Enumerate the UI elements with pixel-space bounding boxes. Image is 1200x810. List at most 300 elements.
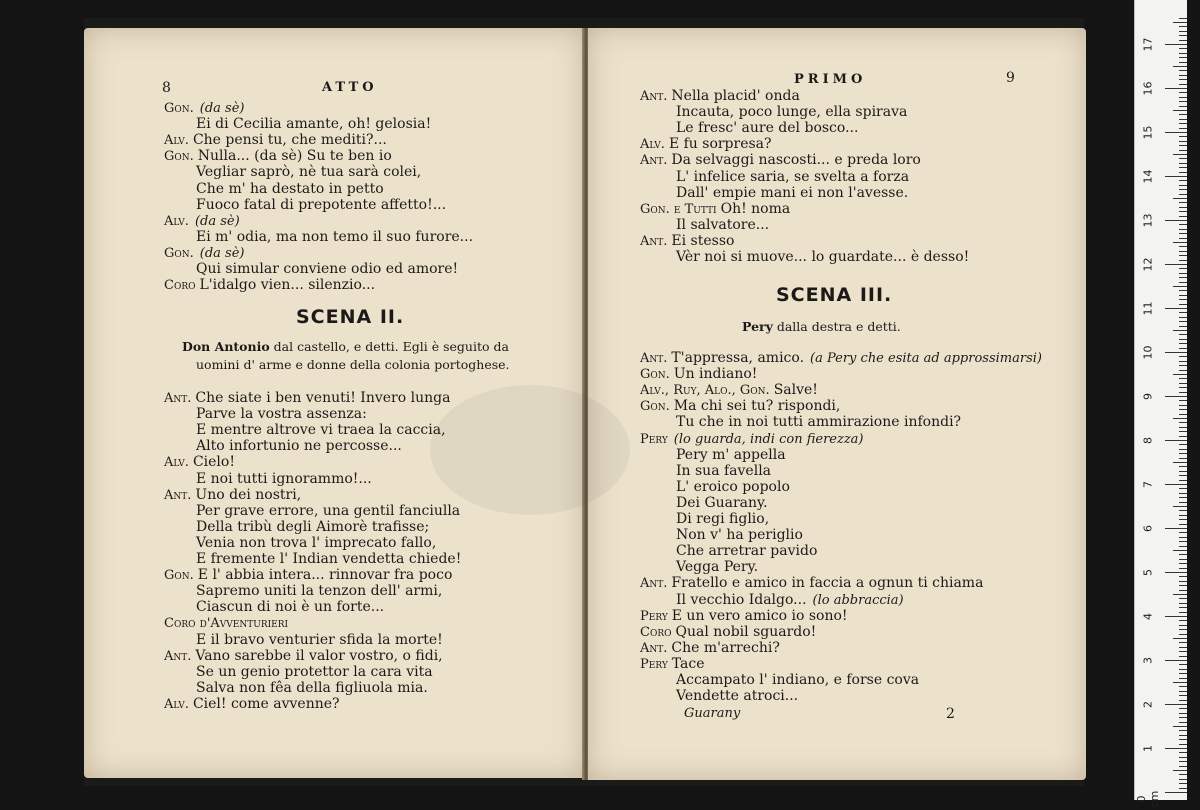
ruler-tick xyxy=(1179,326,1187,327)
ruler-label: 1 xyxy=(1141,745,1155,752)
verse-line xyxy=(640,624,816,641)
ruler-tick xyxy=(1165,440,1187,441)
verse-text: E fremente l' Indian vendetta chiede! xyxy=(196,551,462,567)
verse-line xyxy=(164,471,372,487)
ruler-tick xyxy=(1179,691,1187,692)
ruler-label: 13 xyxy=(1141,213,1155,228)
speaker-name: Gon. xyxy=(164,245,194,261)
ruler-label: 8 xyxy=(1141,437,1155,444)
speaker-name: Alv. xyxy=(640,137,665,153)
verse-text: E mentre altrove vi traea la caccia, xyxy=(196,422,446,439)
verse-text: Parve la vostra assenza: xyxy=(196,406,367,423)
verse-line xyxy=(164,503,460,519)
ruler-tick xyxy=(1179,779,1187,780)
speaker-name: Ant. xyxy=(640,89,668,104)
verse-line xyxy=(164,438,402,454)
ruler-tick xyxy=(1179,497,1187,498)
ruler-tick xyxy=(1179,150,1187,151)
ruler-tick xyxy=(1179,581,1187,582)
stage-character-name: Pery xyxy=(742,319,773,334)
verse-line xyxy=(164,696,340,713)
ruler-tick xyxy=(1179,31,1187,32)
verse-text: Il vecchio Idalgo... xyxy=(676,591,807,608)
ruler-tick xyxy=(1179,695,1187,696)
ruler-tick xyxy=(1179,339,1187,340)
ruler-tick xyxy=(1179,273,1187,274)
ruler-tick xyxy=(1179,224,1187,225)
ruler-tick xyxy=(1179,158,1187,159)
verse-line xyxy=(164,213,240,230)
ruler-tick xyxy=(1179,216,1187,217)
ruler-tick xyxy=(1179,713,1187,714)
ruler-tick xyxy=(1179,431,1187,432)
ruler-tick xyxy=(1179,229,1187,230)
verse-line xyxy=(640,527,803,543)
verse-text: Oh! noma xyxy=(720,200,791,217)
ruler-tick xyxy=(1179,532,1187,533)
ruler-tick xyxy=(1179,70,1187,71)
ruler-tick xyxy=(1179,75,1187,76)
verse-text: Da selvaggi nascosti... e preda loro xyxy=(671,152,921,169)
ruler-tick xyxy=(1179,739,1187,740)
verse-line xyxy=(640,152,921,169)
ruler-label: 14 xyxy=(1141,169,1155,184)
ruler-tick xyxy=(1179,449,1187,450)
ruler-tick xyxy=(1179,427,1187,428)
ruler-tick xyxy=(1179,656,1187,657)
ruler-tick xyxy=(1179,554,1187,555)
ruler-tick xyxy=(1179,321,1187,322)
speaker-name: Alv. xyxy=(164,455,189,471)
verse-line xyxy=(164,116,431,132)
verse-text: Ma chi sei tu? rispondi, xyxy=(673,398,841,415)
ruler-tick xyxy=(1179,26,1187,27)
verse-line xyxy=(640,233,734,250)
verse-text: E un vero amico io sono! xyxy=(671,607,848,624)
ruler-tick xyxy=(1179,766,1187,767)
ruler-tick xyxy=(1179,365,1187,366)
verse-text: Che arretrar pavido xyxy=(676,543,818,560)
ruler-tick xyxy=(1179,172,1187,173)
verse-line xyxy=(640,350,1042,367)
verse-line xyxy=(164,535,436,551)
verse-line xyxy=(640,431,864,448)
verse-text: Tu che in noi tutti ammirazione infondi? xyxy=(676,414,962,431)
verse-line xyxy=(164,277,375,294)
ruler-tick xyxy=(1179,678,1187,679)
ruler-label: 3 xyxy=(1141,657,1155,664)
ruler-tick xyxy=(1173,154,1187,155)
ruler-tick xyxy=(1179,145,1187,146)
ruler-tick xyxy=(1179,752,1187,753)
ruler-tick xyxy=(1165,484,1187,485)
ruler-tick xyxy=(1179,783,1187,784)
ruler-tick xyxy=(1173,110,1187,111)
verse-text: Un indiano! xyxy=(673,366,758,383)
ruler-tick xyxy=(1179,405,1187,406)
ruler-label: 6 xyxy=(1141,525,1155,532)
ruler-tick xyxy=(1165,660,1187,661)
verse-text: Nella placid' onda xyxy=(671,88,800,104)
verse-line xyxy=(640,414,961,430)
ruler-label: 2 xyxy=(1141,701,1155,708)
ruler-tick xyxy=(1179,238,1187,239)
ruler-tick xyxy=(1179,343,1187,344)
ruler-tick xyxy=(1179,585,1187,586)
ruler-tick xyxy=(1179,634,1187,635)
ruler-tick xyxy=(1179,422,1187,423)
verse-text: Salva non fêa della figliuola mia. xyxy=(196,679,428,696)
ruler-tick xyxy=(1179,92,1187,93)
verse-text: L' infelice saria, se svelta a forza xyxy=(676,168,910,185)
ruler-tick xyxy=(1179,559,1187,560)
ruler-tick xyxy=(1179,519,1187,520)
ruler-tick xyxy=(1179,409,1187,410)
ruler-tick xyxy=(1173,374,1187,375)
ruler-tick xyxy=(1173,594,1187,595)
verse-line xyxy=(164,229,473,245)
ruler-tick xyxy=(1173,770,1187,771)
ruler-tick xyxy=(1179,598,1187,599)
ruler-tick xyxy=(1179,788,1187,789)
verse-line xyxy=(164,406,367,422)
verse-text: Ciel! come avvenne? xyxy=(192,695,340,712)
verse-line xyxy=(640,382,818,399)
speaker-name: Ant. xyxy=(640,576,668,592)
ruler-tick xyxy=(1179,546,1187,547)
speaker-name: Gon. xyxy=(640,367,670,383)
verse-text: E il bravo venturier sfida la morte! xyxy=(196,631,443,648)
verse-text: Ei m' odia, ma non temo il suo furore... xyxy=(196,228,474,245)
ruler-tick xyxy=(1179,475,1187,476)
ruler-tick xyxy=(1173,330,1187,331)
verse-line xyxy=(640,398,840,415)
ruler-tick xyxy=(1179,453,1187,454)
ruler-tick xyxy=(1179,576,1187,577)
page-number-left: 8 xyxy=(162,80,171,96)
verse-text: Se un genio protettor la cara vita xyxy=(196,663,433,680)
verse-line xyxy=(640,656,705,673)
verse-line xyxy=(164,648,443,665)
ruler-tick xyxy=(1173,550,1187,551)
ruler-tick xyxy=(1179,642,1187,643)
verse-line xyxy=(640,479,790,495)
verse-text: Pery m' appella xyxy=(676,446,786,463)
verse-text: T'appressa, amico. xyxy=(671,350,805,366)
ruler-tick xyxy=(1179,163,1187,164)
running-header-left: ATTO xyxy=(322,80,378,95)
ruler-tick xyxy=(1179,730,1187,731)
verse-text: Ciascun di noi è un forte... xyxy=(196,599,385,616)
verse-line xyxy=(164,181,384,197)
ruler-tick xyxy=(1179,53,1187,54)
speaker-name: Pery xyxy=(640,431,668,447)
verse-line xyxy=(640,201,790,218)
stage-aside: (da sè) xyxy=(199,101,245,116)
ruler-tick xyxy=(1179,180,1187,181)
ruler-tick xyxy=(1179,304,1187,305)
verse-line xyxy=(640,688,798,704)
verse-line xyxy=(164,454,235,471)
verse-line xyxy=(640,366,757,383)
ruler-label: 9 xyxy=(1141,393,1155,400)
ruler-tick xyxy=(1179,383,1187,384)
verse-text: E l' abbia intera... rinnovar fra poco xyxy=(197,567,453,584)
ruler-tick xyxy=(1179,119,1187,120)
stage-character-name: Don Antonio xyxy=(182,339,270,354)
speaker-name: Gon. xyxy=(640,399,670,415)
ruler-tick xyxy=(1179,260,1187,261)
ruler-tick xyxy=(1179,136,1187,137)
verse-text: Tace xyxy=(671,655,705,672)
ruler-tick xyxy=(1173,198,1187,199)
verse-line xyxy=(640,249,969,265)
ruler-tick xyxy=(1179,202,1187,203)
ruler-tick xyxy=(1179,141,1187,142)
ruler-label: 11 xyxy=(1141,301,1155,316)
ruler-tick xyxy=(1165,264,1187,265)
ruler-tick xyxy=(1165,396,1187,397)
verse-line xyxy=(640,185,908,201)
verse-text: Ei di Cecilia amante, oh! gelosia! xyxy=(196,116,432,133)
ruler-tick xyxy=(1179,466,1187,467)
speaker-name: Ant. xyxy=(164,391,192,406)
speaker-name: Ant. xyxy=(640,351,668,366)
verse-line xyxy=(640,592,904,609)
verse-text: Alto infortunio ne percosse... xyxy=(196,438,402,455)
verse-text: Uno dei nostri, xyxy=(195,486,302,503)
verse-line xyxy=(640,559,758,575)
verse-line xyxy=(164,599,384,615)
verse-line xyxy=(640,88,800,105)
ruler-tick xyxy=(1165,528,1187,529)
ruler-label: 17 xyxy=(1141,37,1155,52)
ruler-tick xyxy=(1173,506,1187,507)
ruler-tick xyxy=(1179,84,1187,85)
verse-line xyxy=(164,245,245,262)
ruler-tick xyxy=(1179,361,1187,362)
ruler-tick xyxy=(1179,625,1187,626)
stage-direction-right xyxy=(742,318,901,336)
ruler-tick xyxy=(1165,748,1187,749)
ruler-tick xyxy=(1179,744,1187,745)
verse-line xyxy=(164,664,433,680)
verse-text: Venia non trova l' imprecato fallo, xyxy=(196,534,437,551)
ruler-tick xyxy=(1179,356,1187,357)
verse-text: L'idalgo vien... silenzio... xyxy=(199,277,376,294)
right-page xyxy=(588,28,1086,780)
scena-title-left: SCENA II. xyxy=(296,306,405,328)
verse-text: Accampato l' indiano, e forse cova xyxy=(676,672,920,688)
verse-text: Fuoco fatal di prepotente affetto!... xyxy=(196,196,447,213)
ruler-tick xyxy=(1173,462,1187,463)
ruler-tick xyxy=(1179,541,1187,542)
ruler-tick xyxy=(1173,286,1187,287)
verse-text: Che m' ha destato in petto xyxy=(196,180,384,197)
ruler-tick xyxy=(1165,792,1187,793)
verse-line xyxy=(640,104,907,120)
ruler-tick xyxy=(1179,334,1187,335)
speaker-name: Ant. xyxy=(640,640,668,656)
speaker-name: Ant. xyxy=(164,648,192,664)
ruler-tick xyxy=(1179,568,1187,569)
ruler-tick xyxy=(1173,726,1187,727)
verse-line xyxy=(640,672,919,688)
stage-direction-left-line2: uomini d' arme e donne della colonia portoghese. xyxy=(196,357,510,372)
verse-line xyxy=(164,422,446,438)
ruler-tick xyxy=(1179,607,1187,608)
ruler-tick xyxy=(1179,510,1187,511)
ruler-tick xyxy=(1179,502,1187,503)
speaker-name: Alv., Ruy, Alo., Gon. xyxy=(640,383,770,399)
ruler-tick xyxy=(1179,299,1187,300)
ruler-tick xyxy=(1179,251,1187,252)
stage-aside: (da sè) xyxy=(199,245,245,261)
ruler-tick xyxy=(1179,106,1187,107)
ruler-tick xyxy=(1173,66,1187,67)
verse-text: Che siate i ben venuti! Invero lunga xyxy=(195,390,451,406)
ruler-tick xyxy=(1179,717,1187,718)
verse-text: Della tribù degli Aimorè trafisse; xyxy=(196,518,430,535)
ruler-tick xyxy=(1179,524,1187,525)
verse-line xyxy=(164,390,450,407)
ruler-tick xyxy=(1173,418,1187,419)
ruler-tick xyxy=(1179,255,1187,256)
ruler-tick xyxy=(1165,308,1187,309)
verse-text: Sapremo uniti la tenzon dell' armi, xyxy=(196,583,443,600)
speaker-name: Coro xyxy=(164,278,196,294)
ruler-tick xyxy=(1179,185,1187,186)
ruler-tick xyxy=(1179,387,1187,388)
ruler-tick xyxy=(1179,722,1187,723)
verse-text: Che pensi tu, che mediti?... xyxy=(192,132,387,149)
stage-direction-text: dalla destra e detti. xyxy=(772,319,901,334)
ruler-tick xyxy=(1179,207,1187,208)
ruler-label: 12 xyxy=(1141,257,1155,272)
verse-line xyxy=(164,551,461,567)
verse-line xyxy=(640,463,771,479)
ruler-tick xyxy=(1165,352,1187,353)
ruler-tick xyxy=(1179,774,1187,775)
speaker-name: Pery xyxy=(640,656,668,672)
ruler-tick xyxy=(1179,493,1187,494)
ruler-tick xyxy=(1179,458,1187,459)
ruler-tick xyxy=(1179,515,1187,516)
ruler-label: 16 xyxy=(1141,81,1155,96)
verse-text: E fu sorpresa? xyxy=(668,136,772,153)
ruler-tick xyxy=(1179,669,1187,670)
ruler-tick xyxy=(1165,132,1187,133)
speaker-name: Alv. xyxy=(164,696,189,712)
verse-text: In sua favella xyxy=(676,462,772,479)
measuring-ruler xyxy=(1134,0,1187,808)
verse-line xyxy=(164,100,245,117)
page-number-right: 9 xyxy=(1006,70,1015,86)
verse-line xyxy=(164,487,301,504)
ruler-tick xyxy=(1179,590,1187,591)
ruler-tick xyxy=(1179,392,1187,393)
ruler-tick xyxy=(1179,757,1187,758)
verse-text: Che m'arrechi? xyxy=(671,639,780,656)
verse-text: Dall' empie mani ei non l'avesse. xyxy=(676,184,909,201)
verse-line xyxy=(164,519,429,535)
ruler-tick xyxy=(1165,176,1187,177)
ruler-label: 4 xyxy=(1141,613,1155,620)
verse-text: Il salvatore... xyxy=(676,216,770,233)
speaker-name: Gon. e Tutti xyxy=(640,201,717,217)
speaker-name: Alv. xyxy=(164,133,189,149)
speaker-name: Ant. xyxy=(640,233,668,249)
verse-text: Dei Guarany. xyxy=(676,494,768,511)
verse-text: Salve! xyxy=(773,382,818,399)
verse-text: Nulla... (da sè) Su te ben io xyxy=(197,148,392,165)
ruler-tick xyxy=(1179,62,1187,63)
ruler-tick xyxy=(1179,686,1187,687)
verse-line xyxy=(164,132,387,149)
ruler-tick xyxy=(1179,211,1187,212)
ruler-tick xyxy=(1173,638,1187,639)
footer-title: Guarany xyxy=(684,706,741,721)
ruler-tick xyxy=(1179,735,1187,736)
speaker-name: Pery xyxy=(640,608,668,624)
ruler-tick xyxy=(1179,603,1187,604)
stage-aside: (lo guarda, indi con fierezza) xyxy=(673,431,864,447)
verse-line xyxy=(164,680,428,696)
ruler-tick xyxy=(1179,167,1187,168)
ruler-tick xyxy=(1165,572,1187,573)
verse-line xyxy=(640,543,817,559)
ruler-tick xyxy=(1179,673,1187,674)
verse-text: Vèr noi si muove... lo guardate... è desso! xyxy=(676,249,970,265)
ruler-tick xyxy=(1179,277,1187,278)
speaker-name: Alv. xyxy=(164,213,189,229)
verse-line xyxy=(164,583,442,599)
ruler-tick xyxy=(1173,22,1187,23)
verse-text: Vendette atroci... xyxy=(676,688,799,705)
verse-line xyxy=(640,447,786,463)
ruler-tick xyxy=(1179,35,1187,36)
ruler-tick xyxy=(1179,40,1187,41)
ruler-tick xyxy=(1179,647,1187,648)
speaker-name: Gon. xyxy=(164,101,194,116)
ruler-tick xyxy=(1165,704,1187,705)
ruler-tick xyxy=(1179,282,1187,283)
verse-line xyxy=(640,136,772,153)
ruler-tick xyxy=(1179,708,1187,709)
speaker-name: Ant. xyxy=(164,487,192,503)
verse-text: Qual nobil sguardo! xyxy=(675,623,817,640)
verse-line xyxy=(164,261,458,277)
verse-text: Vegga Pery. xyxy=(676,559,759,576)
ruler-tick xyxy=(1179,48,1187,49)
ruler-tick xyxy=(1173,682,1187,683)
verse-line xyxy=(640,511,769,527)
verse-text: Le fresc' aure del bosco... xyxy=(676,120,859,137)
ruler-tick xyxy=(1179,370,1187,371)
ruler-tick xyxy=(1179,488,1187,489)
ruler-tick xyxy=(1179,348,1187,349)
ruler-label: 10 xyxy=(1141,345,1155,360)
verse-text: Non v' ha periglio xyxy=(676,527,803,544)
verse-line xyxy=(640,640,780,657)
running-header-right: PRIMO xyxy=(794,72,867,87)
verse-line xyxy=(164,164,421,180)
ruler-tick xyxy=(1179,114,1187,115)
ruler-tick xyxy=(1179,290,1187,291)
ruler-tick xyxy=(1179,563,1187,564)
ruler-tick xyxy=(1179,761,1187,762)
verse-text: Di regi figlio, xyxy=(676,511,770,527)
